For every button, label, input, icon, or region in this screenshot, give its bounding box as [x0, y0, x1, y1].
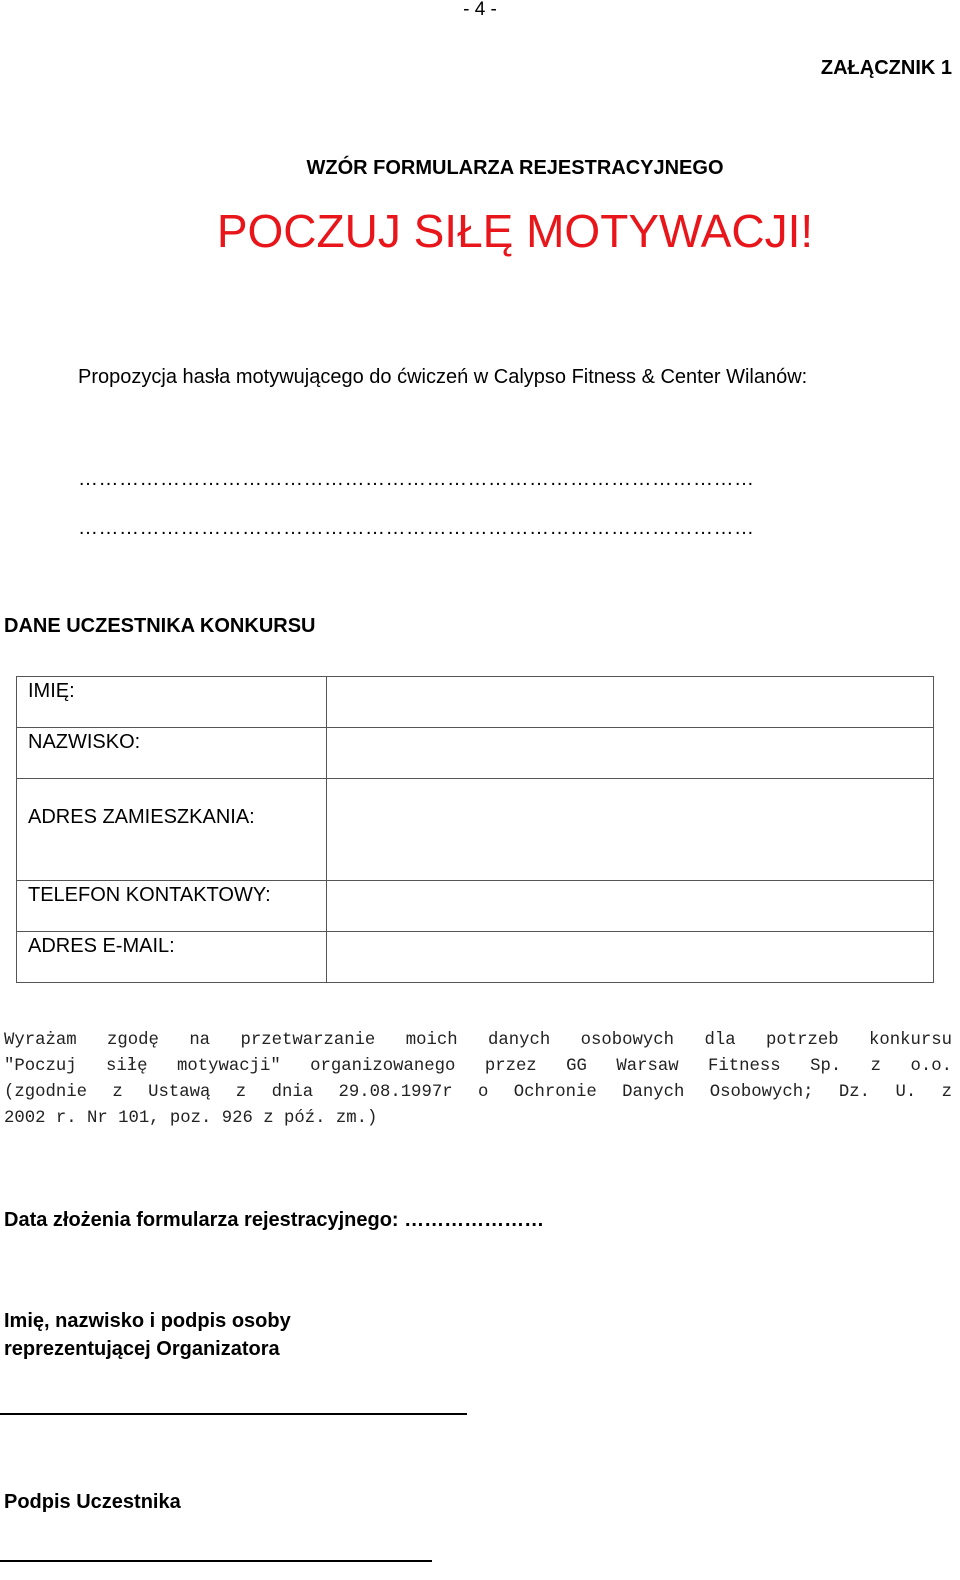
- consent-line: "Poczuj siłę motywacji" organizowanego przez GG Warsaw Fitness Sp. z o.o.: [4, 1057, 952, 1076]
- phone-field[interactable]: [327, 881, 934, 932]
- consent-line: 2002 r. Nr 101, poz. 926 z póź. zm.): [4, 1109, 378, 1128]
- organizer-signature-label: [4, 1307, 291, 1363]
- organizer-signature-line[interactable]: [0, 1413, 467, 1415]
- last-name-field[interactable]: [327, 728, 934, 779]
- annex-label: ZAŁĄCZNIK 1: [820, 57, 952, 79]
- slogan-prompt: Propozycja hasła motywującego do ćwiczeń w Calypso Fitness & Center Wilanów:: [78, 366, 808, 388]
- email-label: ADRES E-MAIL:: [17, 932, 327, 983]
- submission-date-label: Data złożenia formularza rejestracyjnego: …………………: [4, 1209, 545, 1231]
- participant-signature-label: Podpis Uczestnika: [4, 1491, 181, 1513]
- address-label: ADRES ZAMIESZKANIA:: [17, 779, 327, 881]
- participant-data-table: [16, 676, 934, 983]
- last-name-label: NAZWISKO:: [17, 728, 327, 779]
- slogan-fill-line-1[interactable]: ………………………………………………………………………………………: [78, 468, 755, 490]
- page-number: - 4 -: [463, 0, 497, 20]
- table-row: [17, 728, 934, 779]
- slogan-fill-line-2[interactable]: ………………………………………………………………………………………: [78, 517, 755, 539]
- participant-section-title: DANE UCZESTNIKA KONKURSU: [4, 615, 316, 637]
- organizer-signature-line-1: Imię, nazwisko i podpis osoby: [4, 1310, 291, 1332]
- participant-signature-line[interactable]: [0, 1560, 432, 1562]
- form-title: WZÓR FORMULARZA REJESTRACYJNEGO: [306, 157, 724, 179]
- table-row: [17, 677, 934, 728]
- address-field[interactable]: [327, 779, 934, 881]
- table-row: [17, 779, 934, 881]
- contest-headline: POCZUJ SIŁĘ MOTYWACJI!: [216, 205, 814, 257]
- consent-line: (zgodnie z Ustawą z dnia 29.08.1997r o Ochronie Danych Osobowych; Dz. U. z: [4, 1083, 952, 1102]
- table-row: [17, 881, 934, 932]
- organizer-signature-line-2: reprezentującej Organizatora: [4, 1338, 280, 1360]
- first-name-label: IMIĘ:: [17, 677, 327, 728]
- table-row: [17, 932, 934, 983]
- phone-label: TELEFON KONTAKTOWY:: [17, 881, 327, 932]
- email-field[interactable]: [327, 932, 934, 983]
- data-processing-consent: [4, 1028, 952, 1132]
- first-name-field[interactable]: [327, 677, 934, 728]
- consent-line: Wyrażam zgodę na przetwarzanie moich danych osobowych dla potrzeb konkursu: [4, 1031, 952, 1050]
